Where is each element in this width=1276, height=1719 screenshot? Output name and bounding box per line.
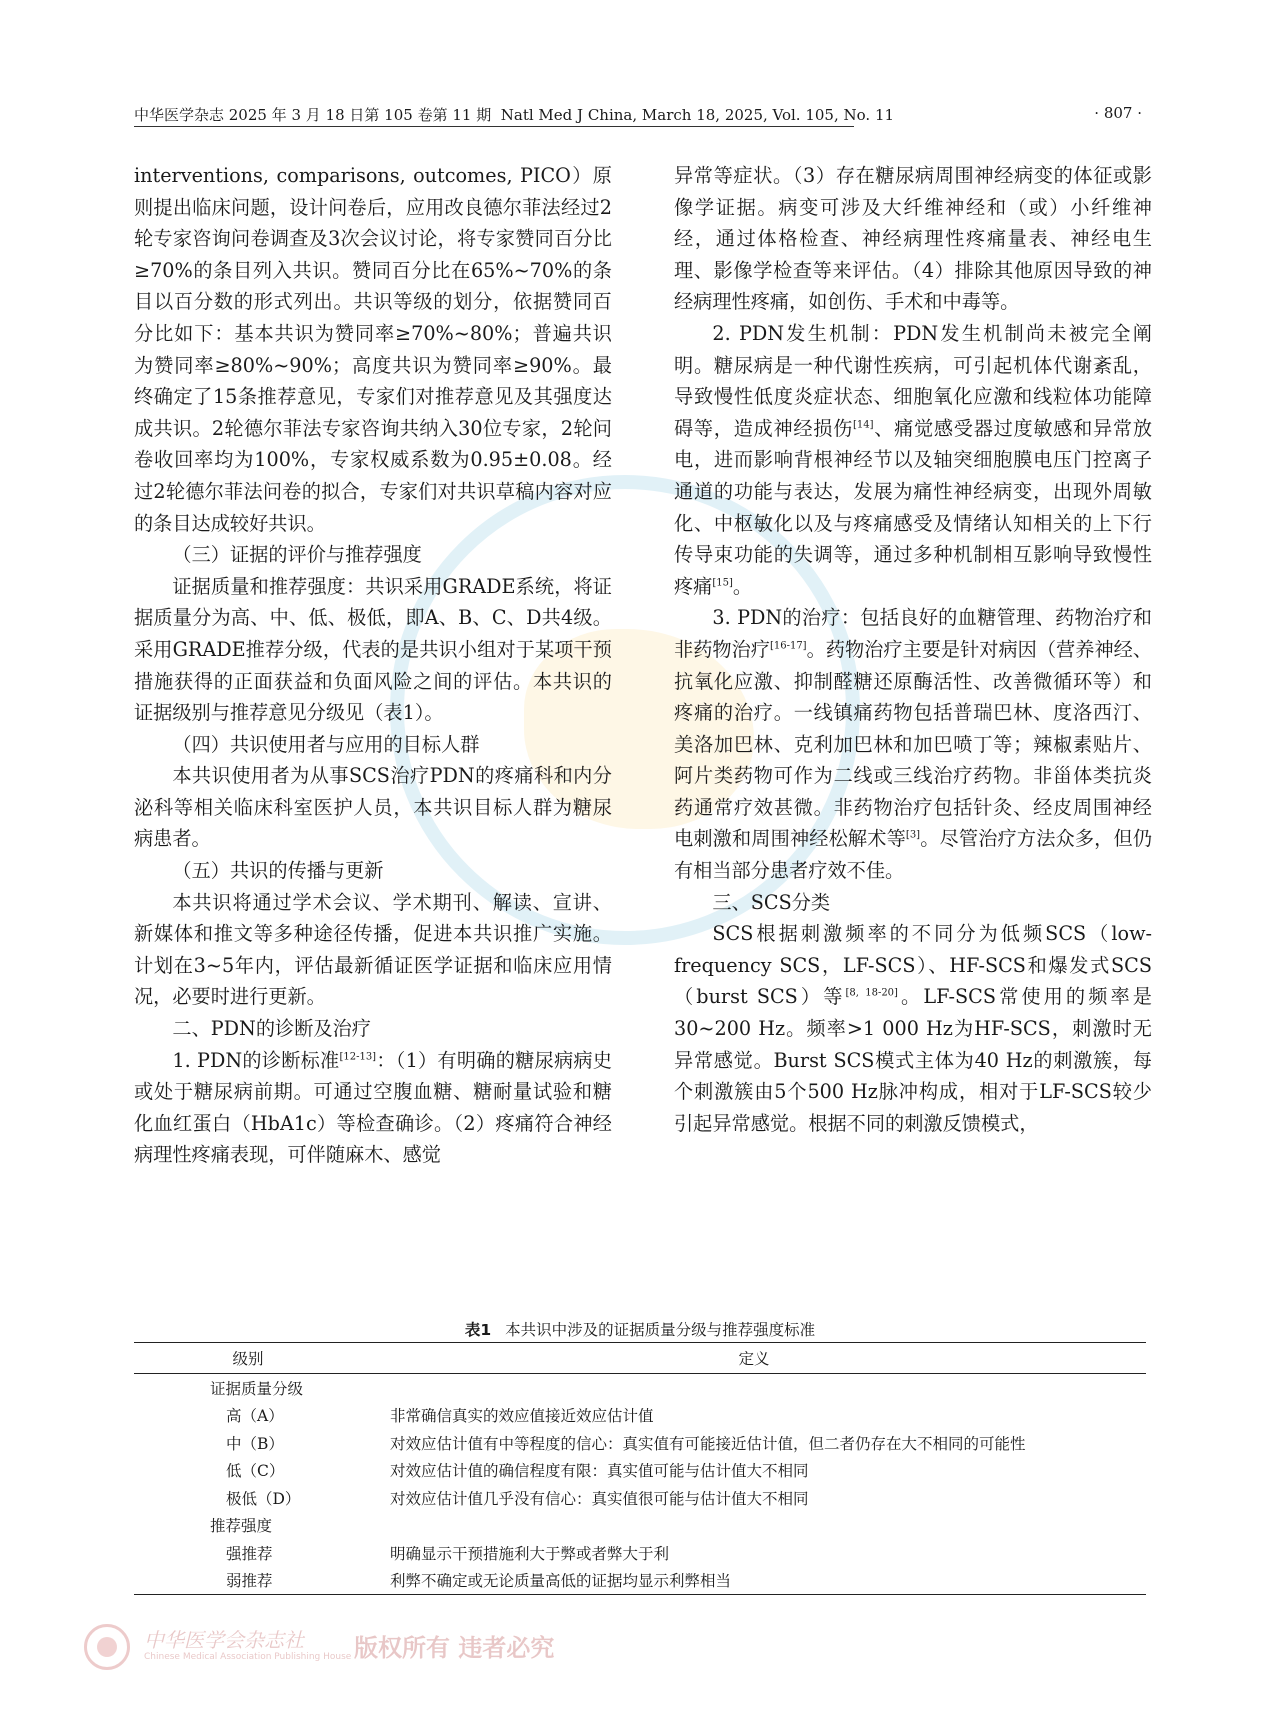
citation-ref: [12-13] [339,1051,377,1063]
publisher-name-en: Chinese Medical Association Publishing House [144,1652,352,1662]
copyright-slogan: 版权所有 违者必究 [354,1633,555,1662]
table-row [134,1567,1146,1595]
row-definition: 非常确信真实的效应值接近效应估计值 [390,1407,654,1426]
heading-dissemination: （五）共识的传播与更新 [172,859,384,883]
paragraph-scs-types [674,918,1152,1139]
table-row [134,1484,1146,1512]
heading-section-3: 三、SCS分类 [712,890,831,914]
paragraph-diagnosis-cont: 异常等症状。（3）存在糖尿病周围神经病变的体征或影像学证据。病变可涉及大纤维神经和（或）小纤维神经，通过体格检查、神经病理性疼痛量表、神经电生理、影像学检查等来评估。（4）排除其他原因导致的神经病理性疼痛，如创伤、手术和中毒等。 [674,164,1152,314]
publisher-footer [84,1622,784,1672]
scs-text-a: SCS根据刺激频率的不同分为低频SCS（low-frequency SCS，LF-SCS）、HF-SCS和爆发式SCS（burst SCS）等 [674,922,1152,1009]
citation-ref: [3] [905,830,921,842]
row-level: 低（C） [226,1462,285,1481]
table-caption [134,1318,1146,1340]
paragraph-diagnosis [134,1045,612,1171]
heading-section-2: 二、PDN的诊断及治疗 [172,1017,371,1041]
treatment-text-c: 。尽管治疗方法众多，但仍有相当部分患者疗效不佳。 [674,827,1153,883]
row-level: 证据质量分级 [210,1379,304,1398]
table-row [134,1539,1146,1567]
row-level: 高（A） [226,1407,284,1426]
row-level: 推荐强度 [210,1517,273,1536]
mechanism-text-b: 、痛觉感受器过度敏感和异常放电，进而影响背根神经节以及轴突细胞膜电压门控离子通道的功能与表达，发展为痛性神经病变，出现外周敏化、中枢敏化以及与疼痛感受及情绪认知相关的上下行传导束功能的失调等，通过多种机制相互影响导致慢性疼痛 [674,416,1153,598]
mechanism-text-a: 2. PDN发生机制：PDN发生机制尚未被完全阐明。糖尿病是一种代谢性疾病，可引起机体代谢紊乱，导致慢性低度炎症状态、细胞氧化应激和线粒体功能障碍等，造成神经损伤 [674,321,1152,440]
heading-evidence: （三）证据的评价与推荐强度 [172,543,422,567]
table-row [134,1429,1146,1457]
mechanism-text-c: 。 [732,574,753,598]
row-definition [362,1374,1146,1402]
table-title: 本共识中涉及的证据质量分级与推荐强度标准 [505,1321,816,1339]
row-definition [362,1512,1146,1540]
header-definition: 定义 [738,1350,770,1368]
row-level: 极低（D） [226,1489,301,1508]
row-definition: 明确显示干预措施利大于弊或者弊大于利 [390,1544,670,1563]
evidence-grade-table [134,1342,1146,1595]
row-level: 中（B） [226,1434,284,1453]
diagnosis-text: ：（1）有明确的糖尿病病史或处于糖尿病前期。可通过空腹血糖、糖耐量试验和糖化血红蛋白（HbA1c）等检查确诊。（2）疼痛符合神经病理性疼痛表现，可伴随麻木、感觉 [134,1048,612,1167]
diagnosis-lead: 1. PDN的诊断标准 [172,1048,340,1072]
citation-ref: [8, 18-20] [845,988,898,1000]
right-column [674,160,1152,1139]
journal-citation [134,104,894,125]
heading-users: （四）共识使用者与应用的目标人群 [172,732,480,756]
row-definition: 利弊不确定或无论质量高低的证据均显示利弊相当 [390,1572,732,1591]
left-column [134,160,612,1171]
table-header-row [134,1343,1146,1374]
table-row [134,1457,1146,1485]
paragraph-mechanism [674,318,1152,602]
scs-text-b: 。LF-SCS常使用的频率是30~200 Hz。频率>1 000 Hz为HF-SCS，刺激时无异常感觉。Burst SCS模式主体为40 Hz的刺激簇，每个刺激簇由5个500 Hz脉冲构成，相对于LF-SCS较少引起异常感觉。根据不同的刺激反馈模式， [674,985,1152,1135]
running-head [134,104,1142,126]
citation-ref: [16-17] [769,640,807,652]
citation-ref: [14] [853,419,874,431]
paragraph-evidence: 证据质量和推荐强度：共识采用GRADE系统，将证据质量分为高、中、低、极低，即A、B、C、D共4级。采用GRADE推荐分级，代表的是共识小组对于某项干预措施获得的正面获益和负面风险之间的评估。本共识的证据级别与推荐意见分级见（表1）。 [134,574,612,725]
page-number: · 807 · [1094,104,1142,122]
table-label: 表1 [464,1321,492,1339]
treatment-text-b: 。药物治疗主要是针对病因（营养神经、抗氧化应激、抑制醛糖还原酶活性、改善微循环等）和疼痛的治疗。一线镇痛药物包括普瑞巴林、度洛西汀、美洛加巴林、克利加巴林和加巴喷丁等；辣椒素贴片、阿片类药物可作为二线或三线治疗药物。非甾体类抗炎药通常疗效甚微。非药物治疗包括针灸、经皮周围神经电刺激和周围神经松解术等 [674,637,1153,851]
journal-cn: 中华医学杂志 2025 年 3 月 18 日第 105 卷第 11 期 [134,106,492,124]
row-level: 弱推荐 [226,1572,273,1591]
header-rule [134,126,854,127]
table-row [134,1374,1146,1402]
paragraph-method: interventions, comparisons, outcomes, PICO）原则提出临床问题，设计问卷后，应用改良德尔菲法经过2轮专家咨询问卷调查及3次会议讨论，将专家赞同百分比≥70%的条目列入共识。赞同百分比在65%~70%的条目以百分数的形式列出。共识等级的划分，依据赞同百分比如下：基本共识为赞同率≥70%~80%；普遍共识为赞同率≥80%~90%；高度共识为赞同率≥90%。最终确定了15条推荐意见，专家们对推荐意见及其强度达成共识。2轮德尔菲法专家咨询共纳入30位专家，2轮问卷收回率均为100%，专家权威系数为0.95±0.08。经过2轮德尔菲法问卷的拟合，专家们对共识草稿内容对应的条目达成较好共识。 [134,164,612,535]
paragraph-users: 本共识使用者为从事SCS治疗PDN的疼痛科和内分泌科等相关临床科室医护人员，本共识目标人群为糖尿病患者。 [134,764,612,851]
paragraph-dissemination: 本共识将通过学术会议、学术期刊、解读、宣讲、新媒体和推文等多种途径传播，促进本共识推广实施。计划在3~5年内，评估最新循证医学证据和临床应用情况，必要时进行更新。 [134,890,612,1009]
publisher-logo-icon [84,1624,130,1670]
row-level: 强推荐 [226,1544,273,1563]
publisher-name: 中华医学会杂志社 [144,1628,304,1652]
row-definition: 对效应估计值的确信程度有限：真实值可能与估计值大不相同 [390,1462,809,1481]
treatment-text-a: 3. PDN的治疗：包括良好的血糖管理、药物治疗和非药物治疗 [674,606,1152,661]
journal-en: Natl Med J China, March 18, 2025, Vol. 105, No. 11 [500,106,895,124]
table-row [134,1512,1146,1540]
table-row [134,1402,1146,1430]
citation-ref: [15] [712,577,733,589]
row-definition: 对效应估计值几乎没有信心：真实值很可能与估计值大不相同 [390,1489,809,1508]
row-definition: 对效应估计值有中等程度的信心：真实值有可能接近估计值，但二者仍存在大不相同的可能性 [390,1434,1026,1453]
header-level: 级别 [232,1350,264,1368]
paragraph-treatment [674,602,1152,886]
